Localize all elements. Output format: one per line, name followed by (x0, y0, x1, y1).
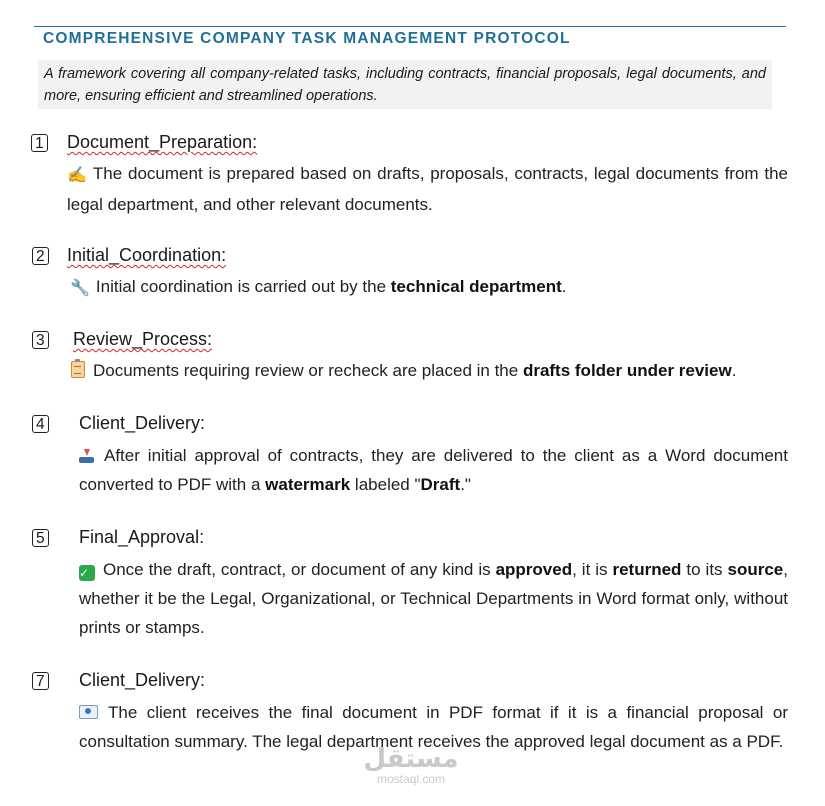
section-number: 2 (32, 247, 49, 265)
section-heading: Client_Delivery: (79, 413, 206, 433)
section-number: 5 (32, 529, 49, 547)
section-heading: Document_Preparation: (67, 132, 258, 152)
envelope-icon (79, 705, 98, 719)
section-heading: Review_Process: (73, 329, 213, 349)
watermark (356, 744, 466, 786)
section-body: Documents requiring review or recheck are placed in the drafts folder under review. (71, 356, 788, 385)
outbox-tray-icon (79, 449, 94, 463)
section-body: The client receives the final document in PDF format if it is a financial proposal or consultation summary. The legal department receives the approved legal document as a PDF. (79, 703, 788, 751)
section-number: 1 (31, 134, 48, 152)
watermark-arabic: مستقل (363, 743, 459, 773)
document-subtitle: A framework covering all company-related tasks, including contracts, financial proposals, legal documents, and more, ensuring efficient and streamlined operations. (38, 60, 772, 109)
document-title: COMPREHENSIVE COMPANY TASK MANAGEMENT PROTOCOL (43, 30, 571, 47)
top-rule (34, 26, 786, 27)
section-body: 🔧 Initial coordination is carried out by the technical department. (70, 272, 788, 303)
section-body: ✓ Once the draft, contract, or document of any kind is approved, it is returned to its source, whether it be the Legal, Organizational, or Technical Departments in Word format only, without prints or stamps. (79, 560, 788, 637)
section-heading: Initial_Coordination: (67, 245, 227, 265)
section-number: 3 (32, 331, 49, 349)
clipboard-icon (71, 361, 85, 378)
section-heading: Final_Approval: (79, 527, 205, 547)
section-body: After initial approval of contracts, they are delivered to the client as a Word document converted to PDF with a watermark labeled "Draft." (79, 446, 788, 494)
section-number: 7 (32, 672, 49, 690)
writing-hand-icon: ✍️ (67, 167, 87, 184)
section-heading: Client_Delivery: (79, 670, 206, 690)
watermark-latin: mostaql.com (376, 772, 446, 786)
check-mark-icon: ✓ (79, 565, 95, 581)
section-number: 4 (32, 415, 49, 433)
section-body: ✍️ The document is prepared based on drafts, proposals, contracts, legal documents from the legal department, and other relevant documents. (67, 159, 788, 219)
wrench-icon: 🔧 (70, 280, 90, 297)
